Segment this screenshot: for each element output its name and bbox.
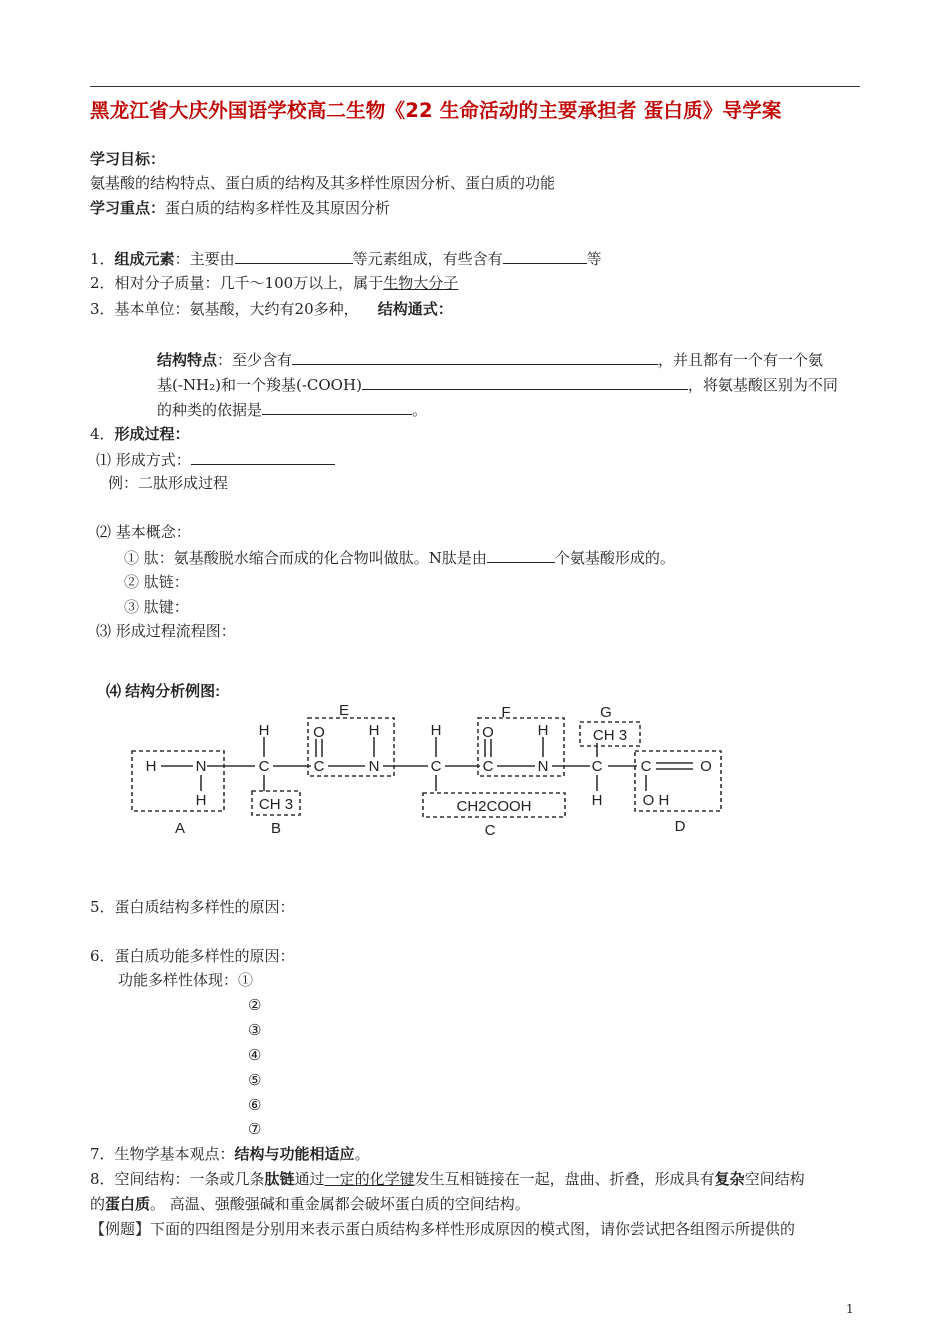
step-3: ⑶ 形成过程流程图：: [96, 622, 236, 640]
atom-h: H: [195, 792, 207, 809]
group-ch3: CH 3: [592, 727, 628, 744]
goals-text: 氨基酸的结构特点、蛋白质的结构及其多样性原因分析、蛋白质的功能: [90, 174, 556, 192]
goals-label: 学习目标：: [90, 150, 166, 168]
step-1: [96, 448, 335, 471]
step-1-text: ⑴ 形成方式：: [96, 451, 191, 469]
item-1-label: 组成元素: [114, 250, 175, 268]
item-3-bold: 结构通式：: [377, 300, 453, 318]
structure-diagram: [100, 665, 740, 850]
page-number: 1: [846, 1302, 854, 1316]
atom-h: H: [258, 722, 270, 739]
item-3: [90, 298, 453, 320]
function-mark: ①: [238, 971, 254, 989]
item-8-bold: 复杂: [714, 1170, 745, 1188]
structure-blank-2[interactable]: [362, 373, 688, 390]
item-1: [90, 247, 602, 270]
label-c: C: [484, 822, 496, 839]
structure-line-1: [157, 348, 823, 371]
element-blank-2[interactable]: [503, 247, 587, 264]
item-2-underlined: 生物大分子: [383, 274, 459, 292]
function-mark: ④: [248, 1046, 262, 1064]
atom-c: C: [430, 758, 442, 775]
item-4-label: 形成过程：: [114, 425, 190, 443]
atom-n: N: [195, 758, 207, 775]
item-1-pre: ：主要由: [174, 250, 235, 268]
item-2: [90, 272, 458, 294]
item-5: 5．蛋白质结构多样性的原因：: [90, 898, 295, 916]
item-8-text: 通过: [294, 1170, 325, 1188]
item-8-bold: 蛋白质: [105, 1195, 151, 1213]
structure-l2-pre: 基(-NH₂)和一个羧基(-COOH): [157, 376, 362, 394]
concept-1-post: 个氨基酸形成的。: [554, 549, 675, 567]
item-8-text: 。 高温、强酸强碱和重金属都会破坏蛋白质的空间结构。: [150, 1195, 530, 1213]
focus-line: [90, 197, 390, 219]
atom-c: C: [258, 758, 270, 775]
item-7: [90, 1143, 370, 1165]
dashed-boxes: [132, 718, 721, 817]
label-b: B: [270, 820, 282, 837]
function-mark: ⑤: [248, 1071, 262, 1089]
bond-lines: [161, 737, 693, 791]
label-e: E: [338, 702, 350, 719]
label-d: D: [674, 818, 686, 835]
structure-line-2: [157, 373, 838, 396]
step-1-example: 例：二肽形成过程: [108, 474, 229, 492]
atom-h: H: [145, 758, 157, 775]
focus-text: 蛋白质的结构多样性及其原因分析: [165, 199, 391, 217]
atom-h: H: [368, 722, 380, 739]
item-1-number: 1．: [90, 250, 115, 268]
atom-n: N: [537, 758, 549, 775]
function-mark: ②: [248, 996, 262, 1014]
atom-h: H: [537, 722, 549, 739]
atom-h: H: [430, 722, 442, 739]
label-f: F: [501, 704, 511, 721]
function-label: 功能多样性体现：: [118, 971, 239, 989]
item-6: 6．蛋白质功能多样性的原因：: [90, 947, 295, 965]
structure-line-3: [157, 398, 427, 421]
concept-1: [124, 546, 675, 569]
group-ch2cooh: CH2COOH: [456, 798, 532, 815]
item-7-pre: 7．生物学基本观点：: [90, 1145, 235, 1163]
atom-o: O: [313, 724, 325, 741]
atom-c: C: [482, 758, 494, 775]
item-3-text: 3．基本单位：氨基酸，大约有20多种，: [90, 300, 359, 318]
header-rule: [90, 86, 860, 87]
concept-2: ② 肽链：: [124, 573, 189, 591]
diagram-title: ⑷ 结构分析例图:: [106, 683, 221, 700]
atom-labels: [146, 722, 712, 815]
atom-c: C: [640, 758, 652, 775]
concept-3: ③ 肽键：: [124, 598, 189, 616]
function-mark: ③: [248, 1021, 262, 1039]
atom-o: O: [482, 724, 494, 741]
structure-l3-post: 。: [412, 401, 428, 419]
group-ch3: CH 3: [258, 796, 294, 813]
step-2: ⑵ 基本概念：: [96, 523, 191, 541]
item-4: [90, 423, 190, 445]
item-8-line-1: [90, 1168, 805, 1190]
item-8-bold: 肽链: [264, 1170, 295, 1188]
item-7-bold: 结构与功能相适应: [234, 1145, 355, 1163]
atom-h: H: [591, 792, 603, 809]
atom-c: C: [591, 758, 603, 775]
function-mark: ⑥: [248, 1096, 262, 1114]
structure-l1-post: ，并且都有一个有一个氨: [658, 351, 824, 369]
structure-blank-3[interactable]: [262, 398, 412, 415]
npeptide-blank[interactable]: [487, 546, 555, 563]
item-1-mid: 等元素组成，有些含有: [352, 250, 503, 268]
item-4-number: 4．: [90, 425, 115, 443]
formation-blank[interactable]: [191, 448, 335, 465]
structure-l1-pre: ：至少含有: [217, 351, 293, 369]
item-8-line-2: [90, 1193, 530, 1215]
structure-l2-post: ，将氨基酸区别为不同: [687, 376, 838, 394]
item-8-text: 的: [90, 1195, 106, 1213]
structure-l3-pre: 的种类的依据是: [157, 401, 263, 419]
function-mark: ⑦: [248, 1120, 262, 1138]
atom-n: N: [368, 758, 380, 775]
concept-1-pre: ① 肽：氨基酸脱水缩合而成的化合物叫做肽。N肽是由: [124, 549, 487, 567]
item-1-post: 等: [586, 250, 602, 268]
element-blank-1[interactable]: [235, 247, 353, 264]
item-2-text: 2．相对分子质量：几千～100万以上，属于: [90, 274, 384, 292]
function-label-line: [118, 969, 253, 991]
atom-o: O: [700, 758, 712, 775]
item-8-underlined: 一定的化学键: [324, 1170, 415, 1188]
structure-blank-1[interactable]: [292, 348, 658, 365]
group-oh: O H: [642, 792, 670, 809]
structure-label: 结构特点: [157, 351, 218, 369]
item-8-text: 8．空间结构：一条或几条: [90, 1170, 265, 1188]
item-7-post: 。: [354, 1145, 370, 1163]
focus-label: 学习重点：: [90, 199, 166, 217]
label-a: A: [174, 820, 186, 837]
example-text: 【例题】下面的四组图是分别用来表示蛋白质结构多样性形成原因的模式图，请你尝试把各组图示所提供的: [90, 1220, 796, 1238]
item-8-text: 发生互相链接在一起，盘曲、折叠，形成具有: [414, 1170, 715, 1188]
item-8-text: 空间结构: [744, 1170, 805, 1188]
atom-c: C: [313, 758, 325, 775]
page-title: 黑龙江省大庆外国语学校高二生物《22 生命活动的主要承担者 蛋白质》导学案: [90, 99, 782, 122]
label-g: G: [600, 704, 612, 721]
